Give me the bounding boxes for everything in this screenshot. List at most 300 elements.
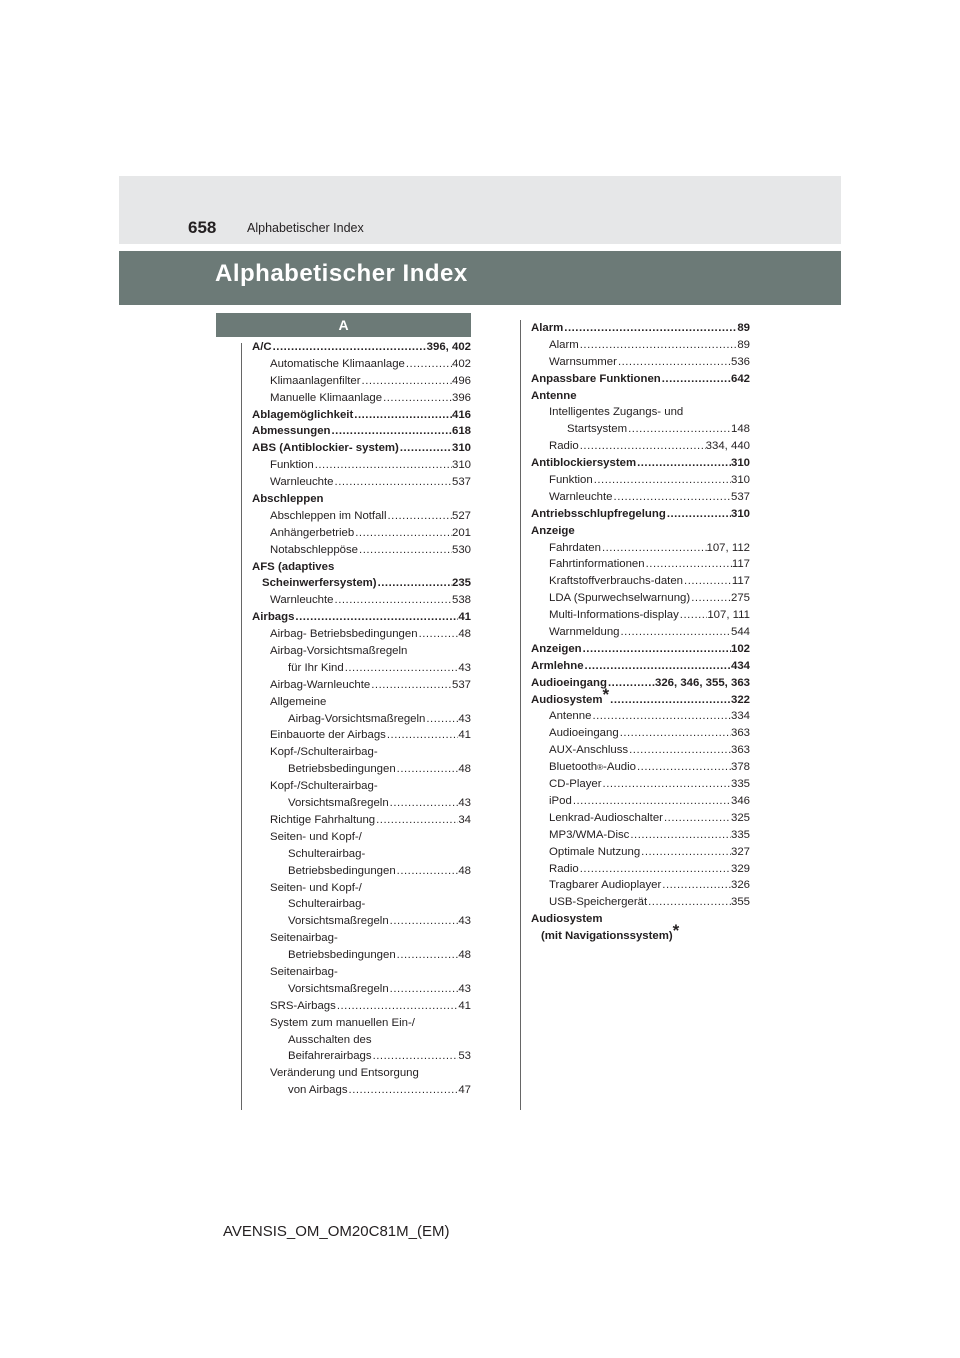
dot-leader: [627, 421, 731, 438]
dot-leader: [582, 641, 731, 658]
index-term: Allgemeine: [270, 695, 327, 708]
page-ref: 346: [730, 794, 750, 807]
index-term: Automatische Klimaanlage: [270, 357, 405, 370]
page-ref: 107, 112: [706, 541, 750, 554]
index-term: Radio: [549, 440, 579, 453]
index-entry: [531, 810, 750, 827]
page-ref: 43: [458, 915, 471, 928]
dot-leader: [389, 913, 459, 930]
index-term: Abschleppen: [252, 493, 324, 506]
index-term: Veränderung und Entsorgung: [270, 1067, 419, 1080]
index-term: Warnleuchte: [270, 594, 334, 607]
index-entry: [531, 354, 750, 371]
index-term: (mit Navigationssystem): [541, 930, 673, 943]
index-term: Antenne: [531, 389, 577, 402]
index-term: Audioeingang: [531, 676, 607, 689]
page-ref: 322: [730, 693, 750, 706]
index-term: Ausschalten des: [288, 1033, 372, 1046]
dot-leader: [389, 981, 459, 998]
index-term: Armlehne: [531, 659, 584, 672]
index-term: Klimaanlagenfilter: [270, 374, 361, 387]
index-term: Tragbarer Audioplayer: [549, 879, 662, 892]
index-term: Anpassbare Funktionen: [531, 372, 661, 385]
index-term: Airbag-Vorsichtsmaßregeln: [270, 645, 408, 658]
page-ref: 148: [730, 423, 750, 436]
index-entry: [252, 1082, 471, 1099]
index-entry: [252, 474, 471, 491]
page-ref: 335: [730, 778, 750, 791]
index-entry: [252, 896, 471, 913]
index-entry: [531, 337, 750, 354]
dot-leader: [620, 624, 731, 641]
index-term: Airbag- Betriebsbedingungen: [270, 628, 418, 641]
index-entry: [252, 373, 471, 390]
index-term: ABS (Antiblockier- system): [252, 442, 399, 455]
index-entry: [252, 880, 471, 897]
dot-leader: [661, 877, 731, 894]
index-term: Audiosystem: [531, 693, 603, 706]
index-entry: [252, 525, 471, 542]
page-ref: 537: [730, 490, 750, 503]
running-title: Alphabetischer Index: [247, 221, 364, 235]
page-ref: 310: [730, 474, 750, 487]
dot-leader: [370, 677, 452, 694]
index-entry: [531, 540, 750, 557]
page-ref: 327: [730, 845, 750, 858]
index-term: Schulterairbag-: [288, 898, 366, 911]
index-term: Seiten- und Kopf-/: [270, 830, 362, 843]
dot-leader: [361, 373, 452, 390]
index-term: Intelligentes Zugangs- und: [549, 406, 684, 419]
page-ref: 117: [731, 575, 750, 588]
index-entry: [531, 675, 750, 692]
index-term: A/C: [252, 341, 272, 353]
dot-leader: [336, 998, 458, 1015]
index-entry: [531, 371, 750, 388]
dot-leader: [389, 795, 459, 812]
page-ref: 538: [451, 594, 471, 607]
index-term: Vorsichtsmaßregeln: [288, 915, 389, 928]
dot-leader: [572, 793, 731, 810]
dot-leader: [617, 354, 731, 371]
index-entry: [531, 320, 750, 337]
page-ref: 117: [731, 558, 750, 571]
index-entry: [252, 592, 471, 609]
index-entry: [252, 339, 471, 356]
index-entry: [252, 1065, 471, 1082]
index-entry: [531, 742, 750, 759]
dot-leader: [372, 1048, 459, 1065]
index-entry: [252, 559, 471, 576]
index-term: Anzeige: [531, 524, 575, 537]
index-entry: [252, 727, 471, 744]
left-column-rule: [241, 343, 242, 1110]
index-entry: [252, 913, 471, 930]
page-ref: 334, 440: [705, 440, 750, 453]
index-term: Abmessungen: [252, 425, 331, 438]
index-entry: [252, 998, 471, 1015]
index-term: Seiten- und Kopf-/: [270, 881, 362, 894]
index-entry: [531, 658, 750, 675]
page-ref: 310: [451, 459, 471, 472]
index-term: Alarm: [549, 338, 579, 351]
index-entry: [252, 1015, 471, 1032]
dot-leader: [396, 863, 459, 880]
dot-leader: [666, 506, 731, 523]
page-ref: 41: [458, 729, 471, 742]
dot-leader: [334, 474, 452, 491]
index-term: Audioeingang: [549, 727, 619, 740]
page-ref: 396, 402: [426, 341, 471, 353]
index-entry: [252, 542, 471, 559]
dot-leader: [348, 1082, 459, 1099]
page-ref: 235: [451, 577, 471, 590]
page-ref: 396: [451, 391, 471, 404]
page-ref: 47: [458, 1084, 471, 1097]
dot-leader: [425, 711, 458, 728]
index-entry: [531, 861, 750, 878]
index-entry: [252, 457, 471, 474]
dot-leader: [579, 438, 706, 455]
index-term: Funktion: [549, 474, 593, 487]
index-term: Anhängerbetrieb: [270, 526, 355, 539]
index-term: Antiblockiersystem: [531, 457, 637, 470]
index-entry: [531, 877, 750, 894]
index-term: Funktion: [270, 459, 314, 472]
index-term: Fahrtinformationen: [549, 558, 645, 571]
index-term: Betriebsbedingungen: [288, 864, 396, 877]
index-entry: [531, 573, 750, 590]
document-footer: AVENSIS_OM_OM20C81M_(EM): [223, 1223, 450, 1240]
page-ref: 363: [730, 744, 750, 757]
page-ref: 43: [458, 712, 471, 725]
index-term: Betriebsbedingungen: [288, 949, 396, 962]
index-entry: [252, 356, 471, 373]
index-entry: [252, 407, 471, 424]
page-ref: 618: [451, 425, 471, 438]
index-entry: [531, 590, 750, 607]
dot-leader: [563, 320, 737, 337]
dot-leader: [593, 472, 731, 489]
page-ref: 402: [451, 357, 471, 370]
page-ref: 355: [730, 896, 750, 909]
index-term: Abschleppen im Notfall: [270, 509, 387, 522]
dot-leader: [683, 573, 732, 590]
index-term: Einbauorte der Airbags: [270, 729, 386, 742]
index-entry: [252, 930, 471, 947]
index-entry: [252, 964, 471, 981]
index-entry: [252, 761, 471, 778]
dot-leader: [645, 556, 732, 573]
index-entry: [531, 624, 750, 641]
index-entry: [252, 846, 471, 863]
index-entry: [252, 677, 471, 694]
page-ref: 41: [458, 999, 471, 1012]
dot-leader: [375, 812, 458, 829]
index-entry: [531, 388, 750, 405]
index-entry: [252, 440, 471, 457]
index-term: Antriebsschlupfregelung: [531, 507, 666, 520]
page-ref: 416: [451, 408, 471, 421]
index-term: Manuelle Klimaanlage: [270, 391, 383, 404]
page-ref: 434: [730, 659, 750, 672]
section-letter: A: [216, 313, 471, 337]
index-term: Audiosystem: [531, 913, 603, 926]
index-entry: [252, 778, 471, 795]
index-entry: [531, 404, 750, 421]
page-ref: 326, 346, 355, 363: [654, 676, 750, 689]
dot-leader: [601, 540, 707, 557]
dot-leader: [613, 489, 731, 506]
dot-leader: [629, 827, 731, 844]
index-entry: [531, 489, 750, 506]
page-ref: 496: [451, 374, 471, 387]
index-entry: [252, 660, 471, 677]
index-entry: [252, 626, 471, 643]
page-ref: 48: [458, 628, 471, 641]
index-entry: [252, 744, 471, 761]
index-term: Alarm: [531, 322, 564, 334]
dot-leader: [579, 861, 731, 878]
index-term: Airbag-Vorsichtsmaßregeln: [288, 712, 426, 725]
dot-leader: [591, 708, 731, 725]
index-entry: [252, 491, 471, 508]
dot-leader: [405, 356, 452, 373]
title-band: [119, 251, 841, 305]
index-term: von Airbags: [288, 1084, 348, 1097]
index-term: Optimale Nutzung: [549, 845, 641, 858]
index-term: System zum manuellen Ein-/: [270, 1016, 415, 1029]
index-entry: [531, 438, 750, 455]
dot-leader: [396, 761, 459, 778]
index-term: Notabschleppöse: [270, 543, 359, 556]
index-entry: [531, 506, 750, 523]
index-entry: [252, 1032, 471, 1049]
dot-leader: [314, 457, 452, 474]
index-term: USB-Speichergerät: [549, 896, 648, 909]
index-term: Bluetooth: [549, 761, 598, 774]
index-entry: [531, 472, 750, 489]
page-ref: 310: [730, 507, 750, 520]
index-term: Vorsichtsmaßregeln: [288, 797, 389, 810]
index-term: für Ihr Kind: [288, 661, 344, 674]
dot-leader: [330, 423, 452, 440]
page-ref: 530: [451, 543, 471, 556]
index-entry: [531, 556, 750, 573]
page-ref: 43: [458, 982, 471, 995]
page-number: 658: [188, 218, 217, 237]
index-entry: [531, 894, 750, 911]
dot-leader: [619, 725, 731, 742]
dot-leader: [334, 592, 452, 609]
dot-leader: [607, 675, 655, 692]
page-ref: 201: [451, 526, 471, 539]
dot-leader: [272, 339, 427, 356]
index-term: Betriebsbedingungen: [288, 763, 396, 776]
index-entry: [531, 844, 750, 861]
dot-leader: [628, 742, 731, 759]
dot-leader: [418, 626, 459, 643]
index-term: Seitenairbag-: [270, 932, 338, 945]
index-term: Beifahrerairbags: [288, 1050, 372, 1063]
index-entry: [531, 921, 750, 945]
index-term: Airbags: [252, 611, 295, 624]
page-ref: 536: [730, 355, 750, 368]
index-term: Kraftstoffverbrauchs-daten: [549, 575, 684, 588]
page-ref: 537: [451, 476, 471, 489]
footnote-star: *: [672, 921, 680, 941]
index-term: Schulterairbag-: [288, 847, 366, 860]
dot-leader: [382, 390, 452, 407]
page-ref: 334: [730, 710, 750, 723]
dot-leader: [679, 607, 708, 624]
dot-leader: [386, 727, 458, 744]
page-ref: 363: [730, 727, 750, 740]
dot-leader: [358, 542, 452, 559]
index-entry: [531, 523, 750, 540]
index-term: MP3/WMA-Disc: [549, 828, 630, 841]
page-ref: 310: [730, 457, 750, 470]
index-entry: [252, 390, 471, 407]
index-term: Antenne: [549, 710, 592, 723]
index-term: Vorsichtsmaßregeln: [288, 982, 389, 995]
dot-leader: [584, 658, 731, 675]
index-entry: [252, 609, 471, 626]
index-entry: Audiosystem * ..... 322: [531, 692, 750, 709]
page-ref: 48: [458, 949, 471, 962]
page-ref: 43: [458, 797, 471, 810]
dot-leader: [636, 759, 731, 776]
dot-leader: [353, 407, 452, 424]
index-term-suffix: -Audio: [603, 761, 636, 774]
page-ref: 335: [730, 828, 750, 841]
page-ref: 34: [458, 813, 471, 826]
dot-leader: [661, 371, 731, 388]
index-entry: [252, 1048, 471, 1065]
index-entry: [531, 725, 750, 742]
page-ref: 48: [458, 763, 471, 776]
index-term: Warnmeldung: [549, 626, 620, 639]
index-entry: [531, 827, 750, 844]
index-entry: Bluetooth ® -Audio ..... 378: [531, 759, 750, 776]
page-ref: 544: [730, 626, 750, 639]
dot-leader: [636, 455, 731, 472]
dot-leader: [663, 810, 731, 827]
page-ref: 48: [458, 864, 471, 877]
dot-leader: [377, 575, 452, 592]
index-term: SRS-Airbags: [270, 999, 336, 1012]
index-entry: [252, 795, 471, 812]
index-entry: [252, 981, 471, 998]
index-entry: [531, 776, 750, 793]
index-term: Scheinwerfersystem): [262, 577, 377, 590]
index-entry: [252, 643, 471, 660]
dot-leader: [387, 508, 452, 525]
index-term: Kopf-/Schulterairbag-: [270, 780, 378, 793]
dot-leader: [602, 776, 731, 793]
header-band: [119, 176, 841, 244]
index-entry: [252, 863, 471, 880]
index-entry: [252, 575, 471, 592]
page-ref: 310: [451, 442, 471, 455]
page-ref: 89: [737, 338, 750, 351]
page-title: Alphabetischer Index: [215, 260, 468, 287]
index-term: Multi-Informations-display: [549, 609, 679, 622]
page-ref: 43: [458, 661, 471, 674]
index-term: CD-Player: [549, 778, 602, 791]
page-ref: 275: [730, 592, 750, 605]
index-column-left: [252, 339, 471, 1099]
index-entry: [531, 455, 750, 472]
page-ref: 53: [458, 1050, 471, 1063]
index-term: Ablagemöglichkeit: [252, 408, 354, 421]
page-ref: 329: [730, 862, 750, 875]
index-term: Radio: [549, 862, 579, 875]
index-term: Kopf-/Schulterairbag-: [270, 746, 378, 759]
dot-leader: [344, 660, 459, 677]
index-term: Richtige Fahrhaltung: [270, 813, 376, 826]
index-entry: [531, 641, 750, 658]
page-ref: 537: [451, 678, 471, 691]
index-entry: [252, 711, 471, 728]
dot-leader: [354, 525, 452, 542]
index-entry: [252, 829, 471, 846]
dot-leader: [609, 692, 731, 709]
index-entry: [252, 694, 471, 711]
dot-leader: [294, 609, 458, 626]
index-entry: [252, 423, 471, 440]
page-ref: 89: [737, 322, 750, 334]
index-column-right: [531, 320, 750, 945]
index-term: Fahrdaten: [549, 541, 601, 554]
dot-leader: [640, 844, 731, 861]
page-ref: 41: [458, 611, 471, 624]
index-term: Airbag-Warnleuchte: [270, 678, 371, 691]
index-term: Lenkrad-Audioschalter: [549, 811, 663, 824]
page-ref: 326: [730, 879, 750, 892]
right-column-rule: [520, 320, 521, 1110]
page-ref: 107, 111: [707, 609, 750, 622]
index-entry: [531, 708, 750, 725]
dot-leader: [690, 590, 731, 607]
index-entry: [531, 911, 750, 928]
index-term: iPod: [549, 794, 572, 807]
index-entry: [531, 607, 750, 624]
index-term: AUX-Anschluss: [549, 744, 629, 757]
dot-leader: [399, 440, 452, 457]
page-ref: 378: [730, 761, 750, 774]
page-ref: 325: [730, 811, 750, 824]
page-ref: 642: [730, 372, 750, 385]
index-entry: [252, 508, 471, 525]
index-term: Warnleuchte: [270, 476, 334, 489]
index-term: AFS (adaptives: [252, 560, 335, 573]
dot-leader: [579, 337, 738, 354]
page-ref: 102: [730, 642, 750, 655]
index-term: Startsystem: [567, 423, 628, 436]
dot-leader: [647, 894, 731, 911]
index-term: Anzeigen: [531, 642, 582, 655]
page-ref: 527: [451, 509, 471, 522]
index-term: Warnleuchte: [549, 490, 613, 503]
index-term: Seitenairbag-: [270, 965, 338, 978]
index-term: Warnsummer: [549, 355, 617, 368]
dot-leader: [396, 947, 459, 964]
index-entry: [252, 812, 471, 829]
index-entry: [531, 793, 750, 810]
index-entry: [252, 947, 471, 964]
index-entry: [531, 421, 750, 438]
